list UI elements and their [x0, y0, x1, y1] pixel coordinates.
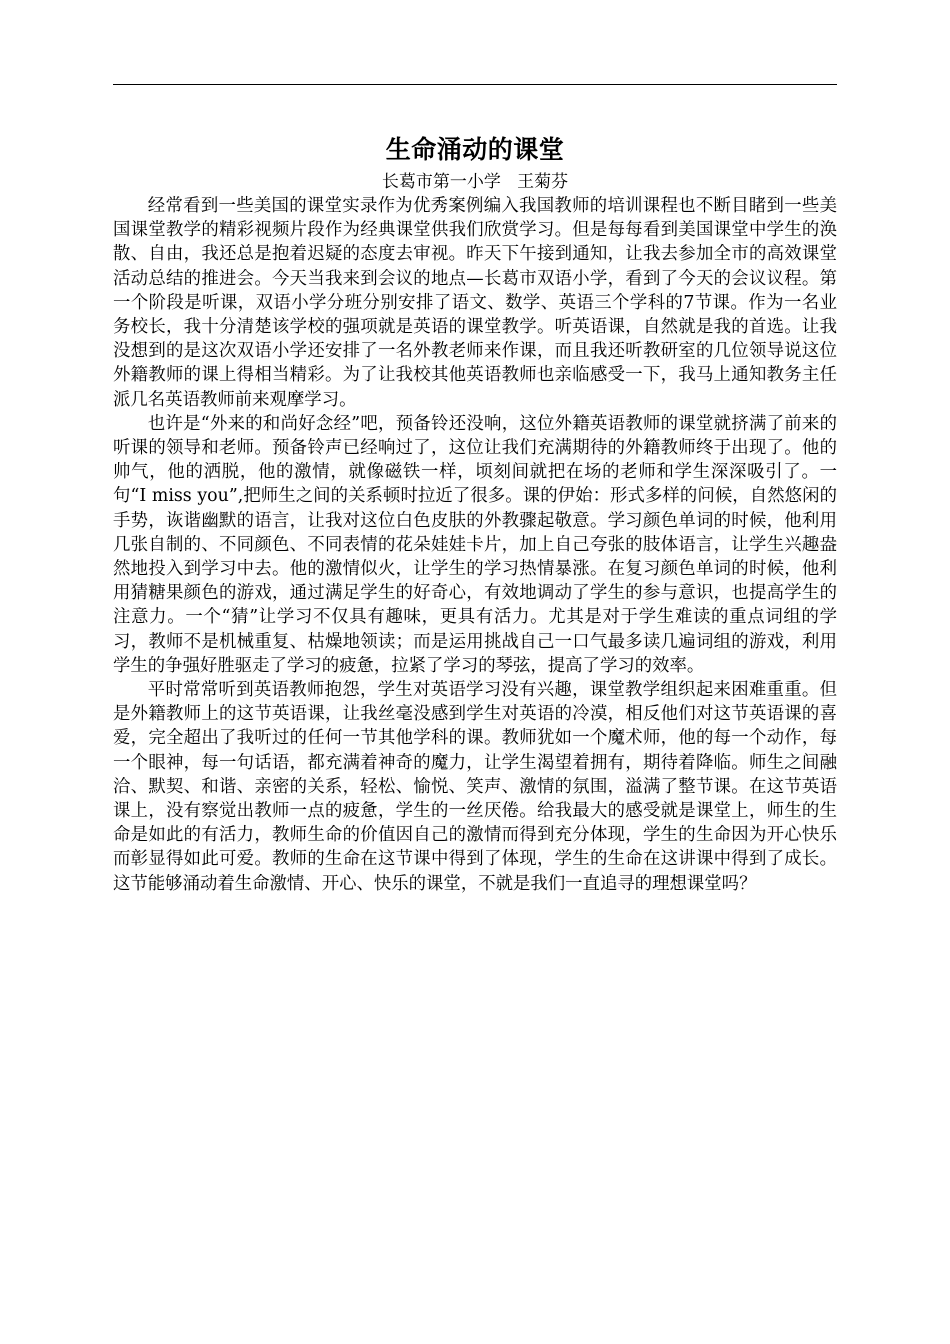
- paragraph-1: 经常看到一些美国的课堂实录作为优秀案例编入我国教师的培训课程也不断目睹到一些美国课堂教学的精彩视频片段作为经典课堂供我们欣赏学习。但是每每看到美国课堂中学生的涣散、自由，我还总是抱着迟疑的态度去审视。昨天下午接到通知，让我去参加全市的高效课堂活动总结的推进会。今天当我来到会议的地点—长葛市双语小学，看到了今天的会议议程。第一个阶段是听课，双语小学分班分别安排了语文、数学、英语三个学科的7节课。作为一名业务校长，我十分清楚该学校的强项就是英语的课堂教学。听英语课，自然就是我的首选。让我没想到的是这次双语小学还安排了一名外教老师来作课，而且我还听教研室的几位领导说这位外籍教师的课上得相当精彩。为了让我校其他英语教师也亲临感受一下，我马上通知教务主任派几名英语教师前来观摩学习。: [113, 196, 837, 410]
- paragraph-3: 平时常常听到英语教师抱怨，学生对英语学习没有兴趣，课堂教学组织起来困难重重。但是外籍教师上的这节英语课，让我丝毫没感到学生对英语的冷漠，相反他们对这节英语课的喜爱，完全超出了我听过的任何一节其他学科的课。教师犹如一个魔术师，他的每一个动作，每一个眼神，每一句话语，都充满着神奇的魔力，让学生渴望着拥有，期待着降临。师生之间融洽、默契、和谐、亲密的关系，轻松、愉悦、笑声、激情的氛围，溢满了整节课。在这节英语课上，没有察觉出教师一点的疲惫，学生的一丝厌倦。给我最大的感受就是课堂上，师生的生命是如此的有活力，教师生命的价值因自己的激情而得到充分体现，学生的生命因为开心快乐而彰显得如此可爱。教师的生命在这节课中得到了体现，学生的生命在这讲课中得到了成长。这节能够涌动着生命激情、开心、快乐的课堂，不就是我们一直追寻的理想课堂吗？: [113, 680, 837, 894]
- paragraph-2: 也许是“外来的和尚好念经”吧，预备铃还没响，这位外籍英语教师的课堂就挤满了前来的听课的领导和老师。预备铃声已经响过了，这位让我们充满期待的外籍教师终于出现了。他的帅气，他的洒脱，他的激情，就像磁铁一样，顷刻间就把在场的老师和学生深深吸引了。一句“I miss you”,把师生之间的关系顿时拉近了很多。课的伊始：形式多样的问候，自然悠闲的手势，诙谐幽默的语言，让我对这位白色皮肤的外教骤起敬意。学习颜色单词的时候，他利用几张自制的、不同颜色、不同表情的花朵娃娃卡片，加上自己夸张的肢体语言，让学生兴趣盎然地投入到学习中去。他的激情似火，让学生的学习热情暴涨。在复习颜色单词的时候，他利用猜糖果颜色的游戏，通过满足学生的好奇心，有效地调动了学生的参与意识，也提高学生的注意力。一个“猜”让学习不仅具有趣味，更具有活力。尤其是对于学生难读的重点词组的学习，教师不是机械重复、枯燥地领读；而是运用挑战自己一口气最多读几遍词组的游戏，利用学生的争强好胜驱走了学习的疲惫，拉紧了学习的琴弦，提高了学习的效率。: [113, 413, 837, 676]
- author-byline: 长葛市第一小学 王菊芬: [381, 172, 569, 192]
- document-body: [113, 130, 837, 896]
- header-rule: [113, 84, 837, 85]
- document-title: 生命涌动的课堂: [385, 135, 565, 164]
